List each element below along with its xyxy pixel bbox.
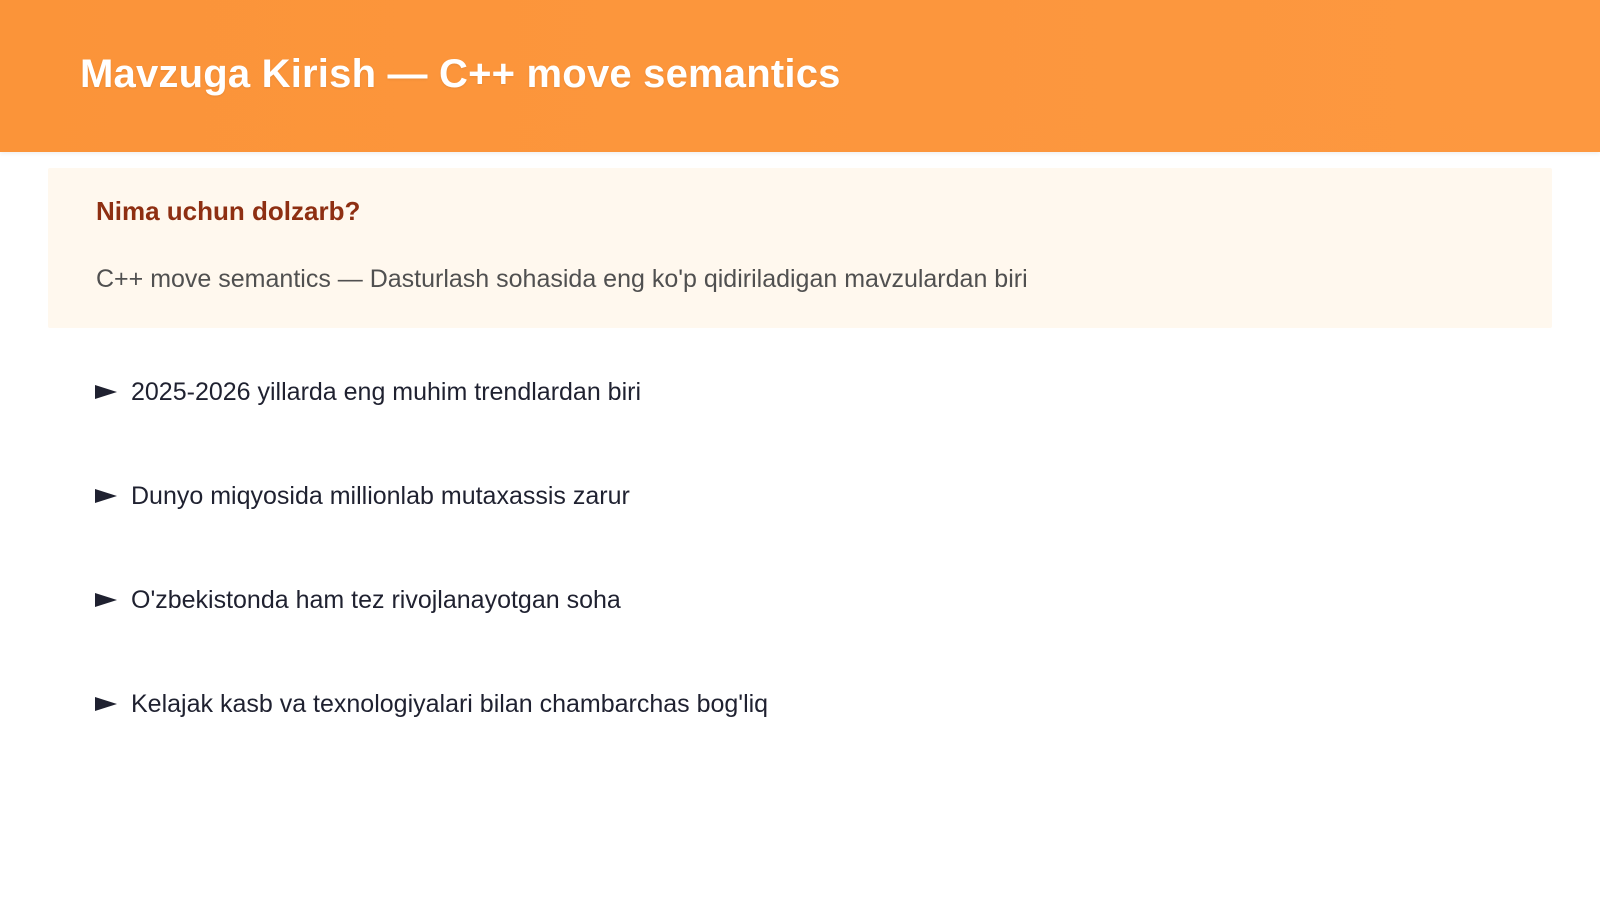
header-bar: [0, 0, 1600, 152]
bullet-text: 2025-2026 yillarda eng muhim trendlardan biri: [131, 377, 642, 406]
bullet-item: [95, 474, 768, 518]
bullet-item: [95, 578, 768, 622]
triangle-right-icon: [95, 489, 117, 503]
bullet-item: [95, 370, 768, 414]
bullet-item: [95, 682, 768, 726]
bullet-text: O'zbekistonda ham tez rivojlanayotgan soha: [131, 585, 621, 614]
bullet-text: Kelajak kasb va texnologiyalari bilan chambarchas bog'liq: [131, 689, 769, 718]
callout-text: C++ move semantics — Dasturlash sohasida eng ko'p qidiriladigan mavzulardan biri: [96, 265, 1028, 293]
callout-heading: Nima uchun dolzarb?: [96, 196, 361, 226]
bullet-list: [95, 370, 768, 786]
slide-title: Mavzuga Kirish — C++ move semantics: [80, 52, 841, 96]
triangle-right-icon: [95, 385, 117, 399]
triangle-right-icon: [95, 593, 117, 607]
bullet-text: Dunyo miqyosida millionlab mutaxassis zarur: [131, 481, 630, 510]
callout-box: [48, 168, 1552, 328]
triangle-right-icon: [95, 697, 117, 711]
